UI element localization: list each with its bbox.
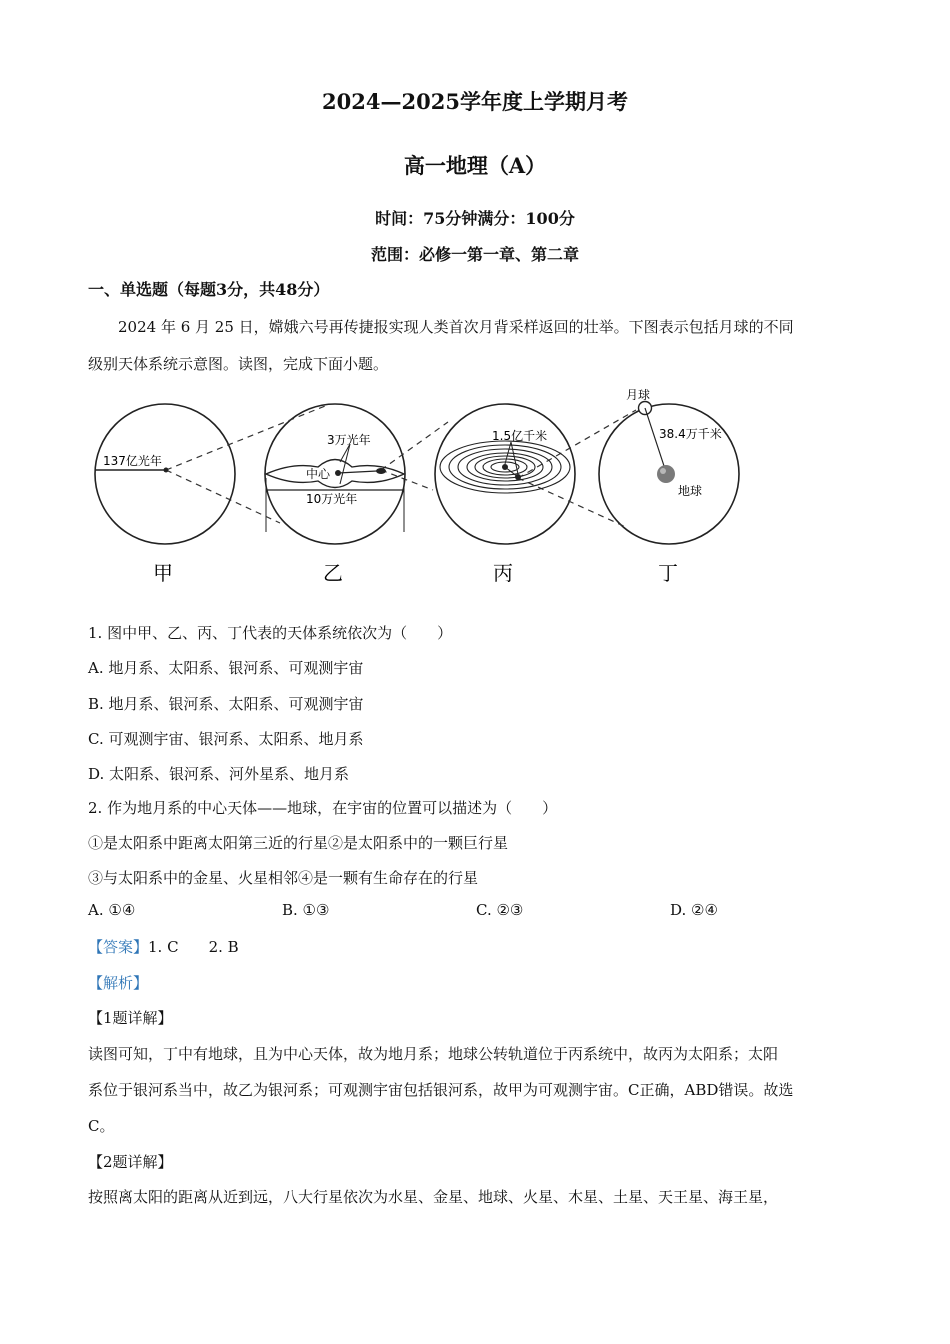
answer-line: [88, 936, 239, 957]
detail1-line-2: 系位于银河系当中，故乙为银河系；可观测宇宙包括银河系，故甲为可观测宇宙。C正确，ABD错误。故选: [88, 1081, 794, 1099]
connector-line: [166, 406, 325, 470]
yi-center-label: 中心: [306, 467, 331, 481]
q2-stem: 2. 作为地月系的中心天体——地球，在宇宙的位置可以描述为（ ）: [88, 799, 558, 817]
distance-pointer: [511, 442, 518, 474]
answer-label: 【答案】: [88, 938, 149, 956]
circle-bing: [435, 404, 575, 544]
detail1-line-1: 读图可知，丁中有地球，且为中心天体，故为地月系；地球公转轨道位于丙系统中，故丙为太阳系；太阳: [88, 1045, 779, 1063]
q2-option-a[interactable]: A. ①④: [88, 901, 136, 919]
connector-line: [166, 470, 280, 523]
sun-position-dot: [376, 468, 386, 474]
label-yi: 乙: [323, 561, 343, 585]
yi-diameter-label: 10万光年: [306, 492, 358, 506]
galaxy-axis-line: [338, 471, 377, 473]
detail1-line-3: C。: [88, 1117, 115, 1135]
q1-option-b[interactable]: B. 地月系、银河系、太阳系、可观测宇宙: [88, 695, 364, 713]
earth-highlight: [660, 468, 666, 474]
time-score: 时间：75分钟满分：100分: [375, 209, 575, 228]
circle-jia: [95, 404, 235, 544]
yi-thickness-label: 3万光年: [327, 433, 371, 447]
ding-earth-label: 地球: [678, 484, 703, 498]
exam-subtitle: 高一地理（A）: [403, 153, 547, 178]
q2-statement-1: ①是太阳系中距离太阳第三近的行星②是太阳系中的一颗巨行星: [88, 834, 509, 852]
jia-radius-label: 137亿光年: [103, 454, 162, 468]
q1-stem: 1. 图中甲、乙、丙、丁代表的天体系统依次为（ ）: [88, 624, 453, 642]
exam-title: 2024—2025学年度上学期月考: [322, 89, 628, 114]
q1-option-d[interactable]: D. 太阳系、银河系、河外星系、地月系: [88, 765, 350, 783]
q2-statement-2: ③与太阳系中的金星、火星相邻④是一颗有生命存在的行星: [88, 869, 479, 887]
exam-scope: 范围：必修一第一章、第二章: [370, 245, 579, 264]
label-jia: 甲: [153, 561, 173, 585]
circle-yi: [265, 404, 405, 544]
q1-option-a[interactable]: A. 地月系、太阳系、银河系、可观测宇宙: [88, 659, 364, 677]
detail2-heading: 【2题详解】: [88, 1153, 173, 1171]
q1-option-c[interactable]: C. 可观测宇宙、银河系、太阳系、地月系: [88, 730, 364, 748]
connector-line: [381, 422, 448, 470]
q2-option-b[interactable]: B. ①③: [282, 901, 330, 919]
analysis-label: 【解析】: [88, 974, 149, 992]
jia-center-dot: [164, 468, 169, 473]
detail1-heading: 【1题详解】: [88, 1009, 173, 1027]
detail2-line-1: 按照离太阳的距离从近到远，八大行星依次为水星、金星、地球、火星、木星、土星、天王星、海王星，: [88, 1188, 779, 1206]
earth-globe: [657, 465, 675, 483]
ding-moon-label: 月球: [626, 388, 651, 402]
answer-text: 1. C 2. B: [148, 938, 239, 956]
label-ding: 丁: [658, 561, 678, 585]
section-heading: 一、单选题（每题3分，共48分）: [88, 280, 330, 299]
celestial-systems-figure: [88, 382, 758, 592]
q2-option-c[interactable]: C. ②③: [476, 901, 524, 919]
intro-line-2: 级别天体系统示意图。读图，完成下面小题。: [88, 355, 389, 373]
ding-distance-label: 38.4万千米: [659, 427, 722, 441]
q2-option-d[interactable]: D. ②④: [670, 901, 718, 919]
bing-distance-label: 1.5亿千米: [492, 429, 548, 443]
intro-line-1: 2024 年 6 月 25 日，嫦娥六号再传捷报实现人类首次月背采样返回的壮举。下图表示包括月球的不同: [118, 318, 794, 336]
label-bing: 丙: [493, 561, 513, 585]
